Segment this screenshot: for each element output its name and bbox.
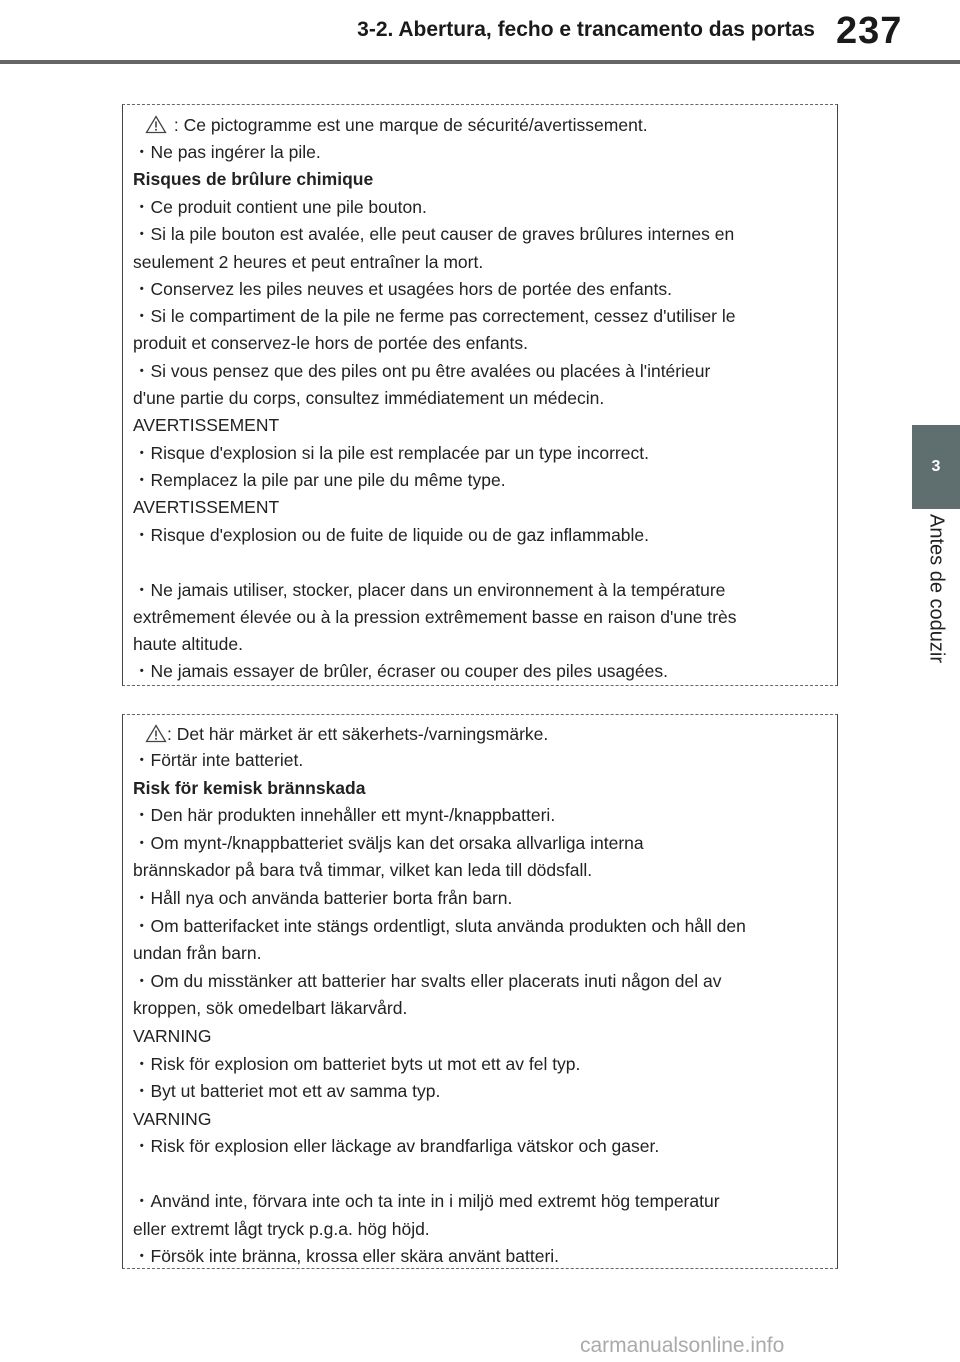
warning-line: produit et conservez-le hors de portée des enfants.	[133, 333, 528, 353]
warning-line: ・Förtär inte batteriet.	[133, 750, 304, 770]
warning-triangle-icon	[145, 115, 167, 139]
warning-line: ・Si le compartiment de la pile ne ferme pas correctement, cessez d'utiliser le	[133, 306, 736, 326]
chapter-tab: 3	[912, 425, 960, 509]
warning-line: ・Risk för explosion eller läckage av brandfarliga vätskor och gaser.	[133, 1136, 660, 1156]
warning-line: d'une partie du corps, consultez immédiatement un médecin.	[133, 388, 605, 408]
chapter-label	[912, 514, 960, 694]
section-title: 3-2. Abertura, fecho e trancamento das portas	[357, 18, 815, 41]
warning-line: eller extremt lågt tryck p.g.a. hög höjd.	[133, 1219, 430, 1239]
warning-line: ・Risque d'explosion si la pile est remplacée par un type incorrect.	[133, 443, 649, 463]
warning-line: ・Si la pile bouton est avalée, elle peut causer de graves brûlures internes en	[133, 224, 735, 244]
warning-line: ・Remplacez la pile par une pile du même type.	[133, 470, 506, 490]
warning-line: : Det här märket är ett säkerhets-/varningsmärke.	[133, 723, 828, 748]
chapter-label-text: Antes de coduzir	[925, 514, 948, 663]
warning-line: extrêmement élevée ou à la pression extrêmement basse en raison d'une très	[133, 607, 737, 627]
warning-heading: AVERTISSEMENT	[133, 497, 280, 517]
warning-heading: AVERTISSEMENT	[133, 415, 280, 435]
warning-line: ・Den här produkten innehåller ett mynt-/knappbatteri.	[133, 805, 556, 825]
warning-box-swedish	[122, 714, 838, 1269]
warning-line: ・Conservez les piles neuves et usagées hors de portée des enfants.	[133, 279, 672, 299]
warning-line: kroppen, sök omedelbart läkarvård.	[133, 998, 408, 1018]
warning-line: ・Ne pas ingérer la pile.	[133, 142, 321, 162]
warning-line: ・Risque d'explosion ou de fuite de liquide ou de gaz inflammable.	[133, 525, 650, 545]
watermark: carmanualsonline.info	[580, 1334, 785, 1357]
warning-line: ・Byt ut batteriet mot ett av samma typ.	[133, 1081, 441, 1101]
warning-heading: VARNING	[133, 1026, 212, 1046]
warning-line: ・Om mynt-/knappbatteriet sväljs kan det orsaka allvarliga interna	[133, 833, 644, 853]
warning-line: : Ce pictogramme est une marque de sécurité/avertissement.	[133, 114, 828, 139]
warning-line: ・Håll nya och använda batterier borta från barn.	[133, 888, 513, 908]
warning-line: seulement 2 heures et peut entraîner la mort.	[133, 252, 484, 272]
page-number: 237	[836, 10, 903, 52]
warning-line: ・Ne jamais utiliser, stocker, placer dans un environnement à la température	[133, 580, 726, 600]
warning-heading: Risques de brûlure chimique	[133, 169, 374, 189]
warning-line: ・Si vous pensez que des piles ont pu être avalées ou placées à l'intérieur	[133, 361, 711, 381]
warning-heading: Risk för kemisk brännskada	[133, 778, 366, 798]
warning-line: ・Om batterifacket inte stängs ordentligt, sluta använda produkten och håll den	[133, 916, 746, 936]
warning-line: ・Ne jamais essayer de brûler, écraser ou couper des piles usagées.	[133, 661, 668, 681]
warning-box-french	[122, 104, 838, 686]
warning-line: ・Ce produit contient une pile bouton.	[133, 197, 427, 217]
warning-line: ・Använd inte, förvara inte och ta inte in i miljö med extremt hög temperatur	[133, 1191, 720, 1211]
warning-line: ・Om du misstänker att batterier har svalts eller placerats inuti någon del av	[133, 971, 722, 991]
warning-heading: VARNING	[133, 1109, 212, 1129]
warning-line: undan från barn.	[133, 943, 262, 963]
warning-line: ・Risk för explosion om batteriet byts ut mot ett av fel typ.	[133, 1054, 581, 1074]
warning-line: haute altitude.	[133, 634, 243, 654]
warning-line: brännskador på bara två timmar, vilket kan leda till dödsfall.	[133, 860, 593, 880]
header-rule	[0, 60, 960, 64]
warning-line: ・Försök inte bränna, krossa eller skära använt batteri.	[133, 1246, 560, 1266]
warning-triangle-icon	[145, 724, 167, 748]
